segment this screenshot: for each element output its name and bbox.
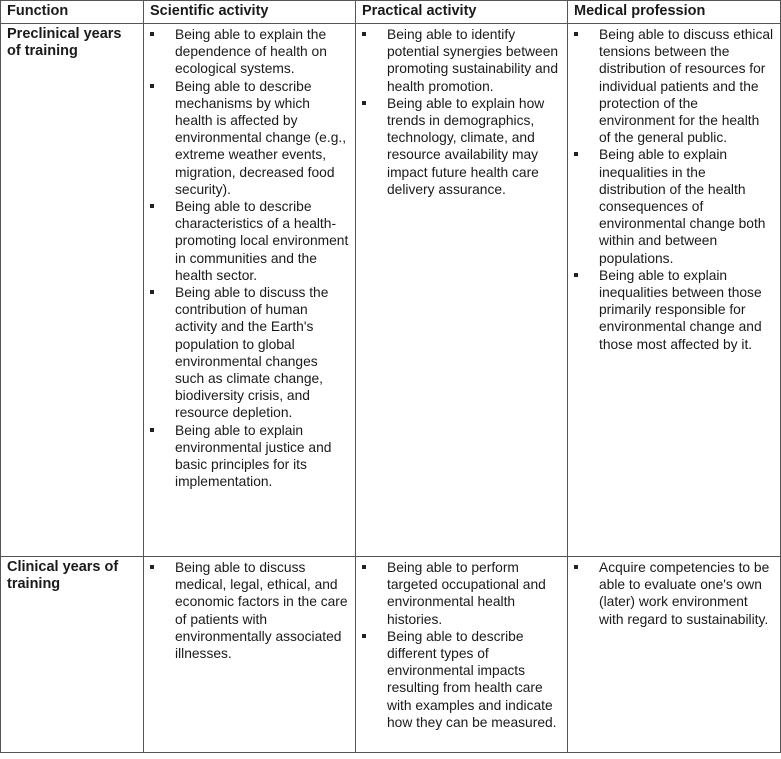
list-item-text: Being able to describe different types of environmental impacts resulting from health care with examples and indicate how they can be measured. <box>387 628 557 730</box>
list-item-text: Being able to identify potential synergies between promoting sustainability and health promotion. <box>387 27 559 94</box>
list-item <box>150 78 349 198</box>
list-item <box>574 26 774 146</box>
list-item-text: Being able to explain environmental justice and basic principles for its implementation. <box>175 422 332 490</box>
cell-medical-preclinical <box>568 24 781 557</box>
square-bullet-icon <box>150 32 154 36</box>
list-item <box>362 26 561 95</box>
bullet-list <box>150 26 349 490</box>
header-function: Function <box>1 1 144 24</box>
bullet-list <box>362 26 561 198</box>
list-item-text: Being able to discuss the contribution of human activity and the Earth's population to global environmental changes such as climate change, biodiversity crisis, and resource depletion. <box>175 285 329 421</box>
list-item <box>150 422 349 491</box>
list-item <box>150 284 349 422</box>
row-label-clinical: Clinical years of training <box>1 557 144 753</box>
header-scientific-activity: Scientific activity <box>144 1 356 24</box>
list-item <box>150 26 349 78</box>
list-item-text: Being able to discuss medical, legal, ethical, and economic factors in the care of patients with environmentally associated illnesses. <box>175 560 348 662</box>
list-item <box>574 146 774 266</box>
header-practical-activity: Practical activity <box>356 1 568 24</box>
square-bullet-icon <box>150 84 154 88</box>
list-item <box>150 559 349 662</box>
list-item <box>362 559 561 628</box>
list-item-text: Being able to explain inequalities in the distribution of the health consequences of environmental change both within and between populations. <box>599 147 766 266</box>
bullet-list <box>362 559 561 731</box>
list-item-text: Being able to discuss ethical tensions between the distribution of resources for individual patients and the protection of the environment for the health of the general public. <box>599 27 774 146</box>
list-item <box>574 267 774 353</box>
square-bullet-icon <box>574 273 578 277</box>
list-item <box>362 95 561 198</box>
list-item-text: Acquire competencies to be able to evaluate one's own (later) work environment with regard to sustainability. <box>599 560 770 627</box>
cell-practical-preclinical <box>356 24 568 557</box>
square-bullet-icon <box>362 101 366 105</box>
list-item <box>574 559 774 628</box>
table-row <box>1 24 781 557</box>
cell-scientific-preclinical <box>144 24 356 557</box>
bullet-list <box>574 559 774 628</box>
square-bullet-icon <box>362 32 366 36</box>
square-bullet-icon <box>362 565 366 569</box>
square-bullet-icon <box>574 32 578 36</box>
square-bullet-icon <box>150 204 154 208</box>
cell-scientific-clinical <box>144 557 356 753</box>
row-label-preclinical: Preclinical years of training <box>1 24 144 557</box>
square-bullet-icon <box>150 565 154 569</box>
list-item-text: Being able to describe characteristics of a health-promoting local environment in communities and the health sector. <box>175 199 349 283</box>
list-item-text: Being able to perform targeted occupational and environmental health histories. <box>387 560 546 627</box>
bullet-list <box>574 26 774 353</box>
list-item-text: Being able to explain how trends in demographics, technology, climate, and resource availability may impact future health care delivery assurance. <box>387 95 545 197</box>
square-bullet-icon <box>150 290 154 294</box>
list-item-text: Being able to describe mechanisms by which health is affected by environmental change (e.g., extreme weather events, migration, decreased food security). <box>175 78 347 197</box>
header-medical-profession: Medical profession <box>568 1 781 24</box>
list-item-text: Being able to explain the dependence of health on ecological systems. <box>175 27 327 77</box>
header-row <box>1 1 781 24</box>
list-item <box>362 628 561 731</box>
cell-practical-clinical <box>356 557 568 753</box>
table-row <box>1 557 781 753</box>
list-item-text: Being able to explain inequalities between those primarily responsible for environmental change and those most affected by it. <box>599 267 762 352</box>
square-bullet-icon <box>150 428 154 432</box>
square-bullet-icon <box>574 565 578 569</box>
square-bullet-icon <box>574 152 578 156</box>
list-item <box>150 198 349 284</box>
cell-medical-clinical <box>568 557 781 753</box>
bullet-list <box>150 559 349 662</box>
square-bullet-icon <box>362 634 366 638</box>
